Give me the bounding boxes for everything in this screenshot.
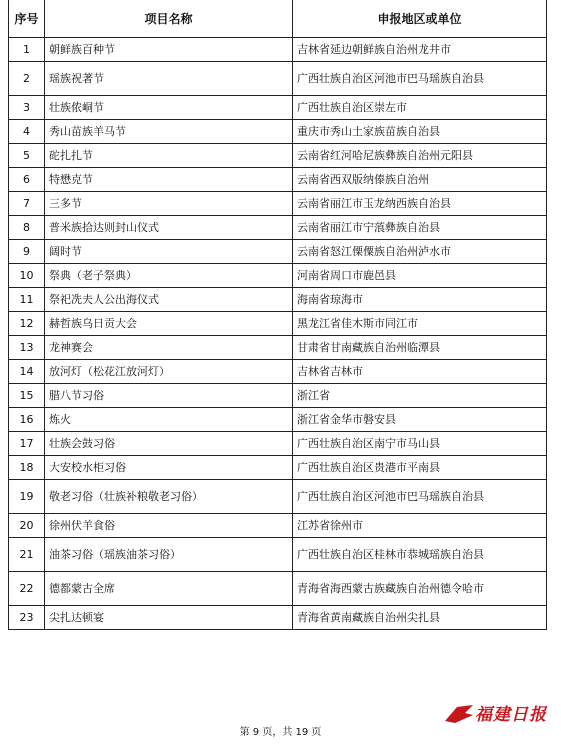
row-region: 浙江省金华市磐安县: [293, 408, 547, 432]
header-serial-number: 序号: [9, 0, 45, 38]
row-number: 23: [9, 606, 45, 630]
row-number: 15: [9, 384, 45, 408]
table-row: [9, 240, 547, 264]
row-project-name: 炼火: [45, 408, 293, 432]
row-number: 4: [9, 120, 45, 144]
table-row: [9, 216, 547, 240]
table-row: [9, 456, 547, 480]
row-number: 5: [9, 144, 45, 168]
row-number: 7: [9, 192, 45, 216]
row-region: 云南省丽江市宁蒗彝族自治县: [293, 216, 547, 240]
row-region: 青海省海西蒙古族藏族自治州德令哈市: [293, 572, 547, 606]
row-project-name: 特懋克节: [45, 168, 293, 192]
table-row: [9, 168, 547, 192]
row-region: 广西壮族自治区贵港市平南县: [293, 456, 547, 480]
row-project-name: 普米族拾达则封山仪式: [45, 216, 293, 240]
row-project-name: 秀山苗族羊马节: [45, 120, 293, 144]
newspaper-logo: [443, 700, 547, 725]
table-row: [9, 336, 547, 360]
row-region: 河南省周口市鹿邑县: [293, 264, 547, 288]
row-number: 18: [9, 456, 45, 480]
row-project-name: 龙神赛会: [45, 336, 293, 360]
table-row: [9, 572, 547, 606]
row-number: 11: [9, 288, 45, 312]
row-number: 13: [9, 336, 45, 360]
row-region: 海南省琼海市: [293, 288, 547, 312]
row-number: 17: [9, 432, 45, 456]
row-region: 江苏省徐州市: [293, 514, 547, 538]
row-project-name: 壮族侬峒节: [45, 96, 293, 120]
row-project-name: 尖扎达顿宴: [45, 606, 293, 630]
table-row: [9, 408, 547, 432]
table-row: [9, 288, 547, 312]
row-region: 重庆市秀山土家族苗族自治县: [293, 120, 547, 144]
table-row: [9, 514, 547, 538]
row-project-name: 大安校水柜习俗: [45, 456, 293, 480]
row-region: 广西壮族自治区河池市巴马瑶族自治县: [293, 62, 547, 96]
table-row: [9, 538, 547, 572]
row-project-name: 赫哲族乌日贡大会: [45, 312, 293, 336]
table-row: [9, 384, 547, 408]
row-region: 青海省黄南藏族自治州尖扎县: [293, 606, 547, 630]
table-row: [9, 62, 547, 96]
table-row: [9, 38, 547, 62]
project-table: [8, 0, 547, 630]
red-flag-logo-icon: [443, 701, 475, 725]
logo-text: 福建日报: [475, 705, 547, 725]
row-project-name: 腊八节习俗: [45, 384, 293, 408]
row-region: 云南省红河哈尼族彝族自治州元阳县: [293, 144, 547, 168]
row-number: 22: [9, 572, 45, 606]
row-project-name: 德都蒙古全席: [45, 572, 293, 606]
page-footer: 第 9 页，共 19 页: [239, 727, 322, 738]
table-row: [9, 312, 547, 336]
row-region: 广西壮族自治区崇左市: [293, 96, 547, 120]
table-row: [9, 432, 547, 456]
table-row: [9, 480, 547, 514]
row-region: 吉林省吉林市: [293, 360, 547, 384]
table-row: [9, 192, 547, 216]
row-project-name: 三多节: [45, 192, 293, 216]
row-region: 云南省怒江傈僳族自治州泸水市: [293, 240, 547, 264]
table-row: [9, 96, 547, 120]
row-number: 8: [9, 216, 45, 240]
row-project-name: 祭祀冼夫人公出海仪式: [45, 288, 293, 312]
row-number: 1: [9, 38, 45, 62]
row-region: 吉林省延边朝鲜族自治州龙井市: [293, 38, 547, 62]
header-project-name: 项目名称: [45, 0, 293, 38]
row-project-name: 朝鲜族百种节: [45, 38, 293, 62]
row-number: 3: [9, 96, 45, 120]
row-number: 19: [9, 480, 45, 514]
row-region: 云南省丽江市玉龙纳西族自治县: [293, 192, 547, 216]
row-project-name: 徐州伏羊食俗: [45, 514, 293, 538]
row-region: 广西壮族自治区河池市巴马瑶族自治县: [293, 480, 547, 514]
row-number: 14: [9, 360, 45, 384]
row-project-name: 放河灯（松花江放河灯）: [45, 360, 293, 384]
row-project-name: 敬老习俗（壮族补粮敬老习俗）: [45, 480, 293, 514]
row-region: 云南省西双版纳傣族自治州: [293, 168, 547, 192]
row-project-name: 阔时节: [45, 240, 293, 264]
row-project-name: 祭典（老子祭典）: [45, 264, 293, 288]
row-region: 广西壮族自治区桂林市恭城瑶族自治县: [293, 538, 547, 572]
row-number: 2: [9, 62, 45, 96]
table-row: [9, 606, 547, 630]
row-region: 黑龙江省佳木斯市同江市: [293, 312, 547, 336]
row-number: 21: [9, 538, 45, 572]
table-row: [9, 264, 547, 288]
table-row: [9, 360, 547, 384]
table-row: [9, 120, 547, 144]
row-number: 12: [9, 312, 45, 336]
row-number: 10: [9, 264, 45, 288]
row-region: 甘肃省甘南藏族自治州临潭县: [293, 336, 547, 360]
row-project-name: 瑶族祝著节: [45, 62, 293, 96]
header-region: 申报地区或单位: [293, 0, 547, 38]
row-number: 6: [9, 168, 45, 192]
row-project-name: 油茶习俗（瑶族油茶习俗）: [45, 538, 293, 572]
row-number: 20: [9, 514, 45, 538]
row-region: 广西壮族自治区南宁市马山县: [293, 432, 547, 456]
row-number: 16: [9, 408, 45, 432]
row-project-name: 壮族会鼓习俗: [45, 432, 293, 456]
row-region: 浙江省: [293, 384, 547, 408]
table-row: [9, 144, 547, 168]
row-project-name: 砣扎扎节: [45, 144, 293, 168]
table-header-row: [9, 0, 547, 38]
row-number: 9: [9, 240, 45, 264]
